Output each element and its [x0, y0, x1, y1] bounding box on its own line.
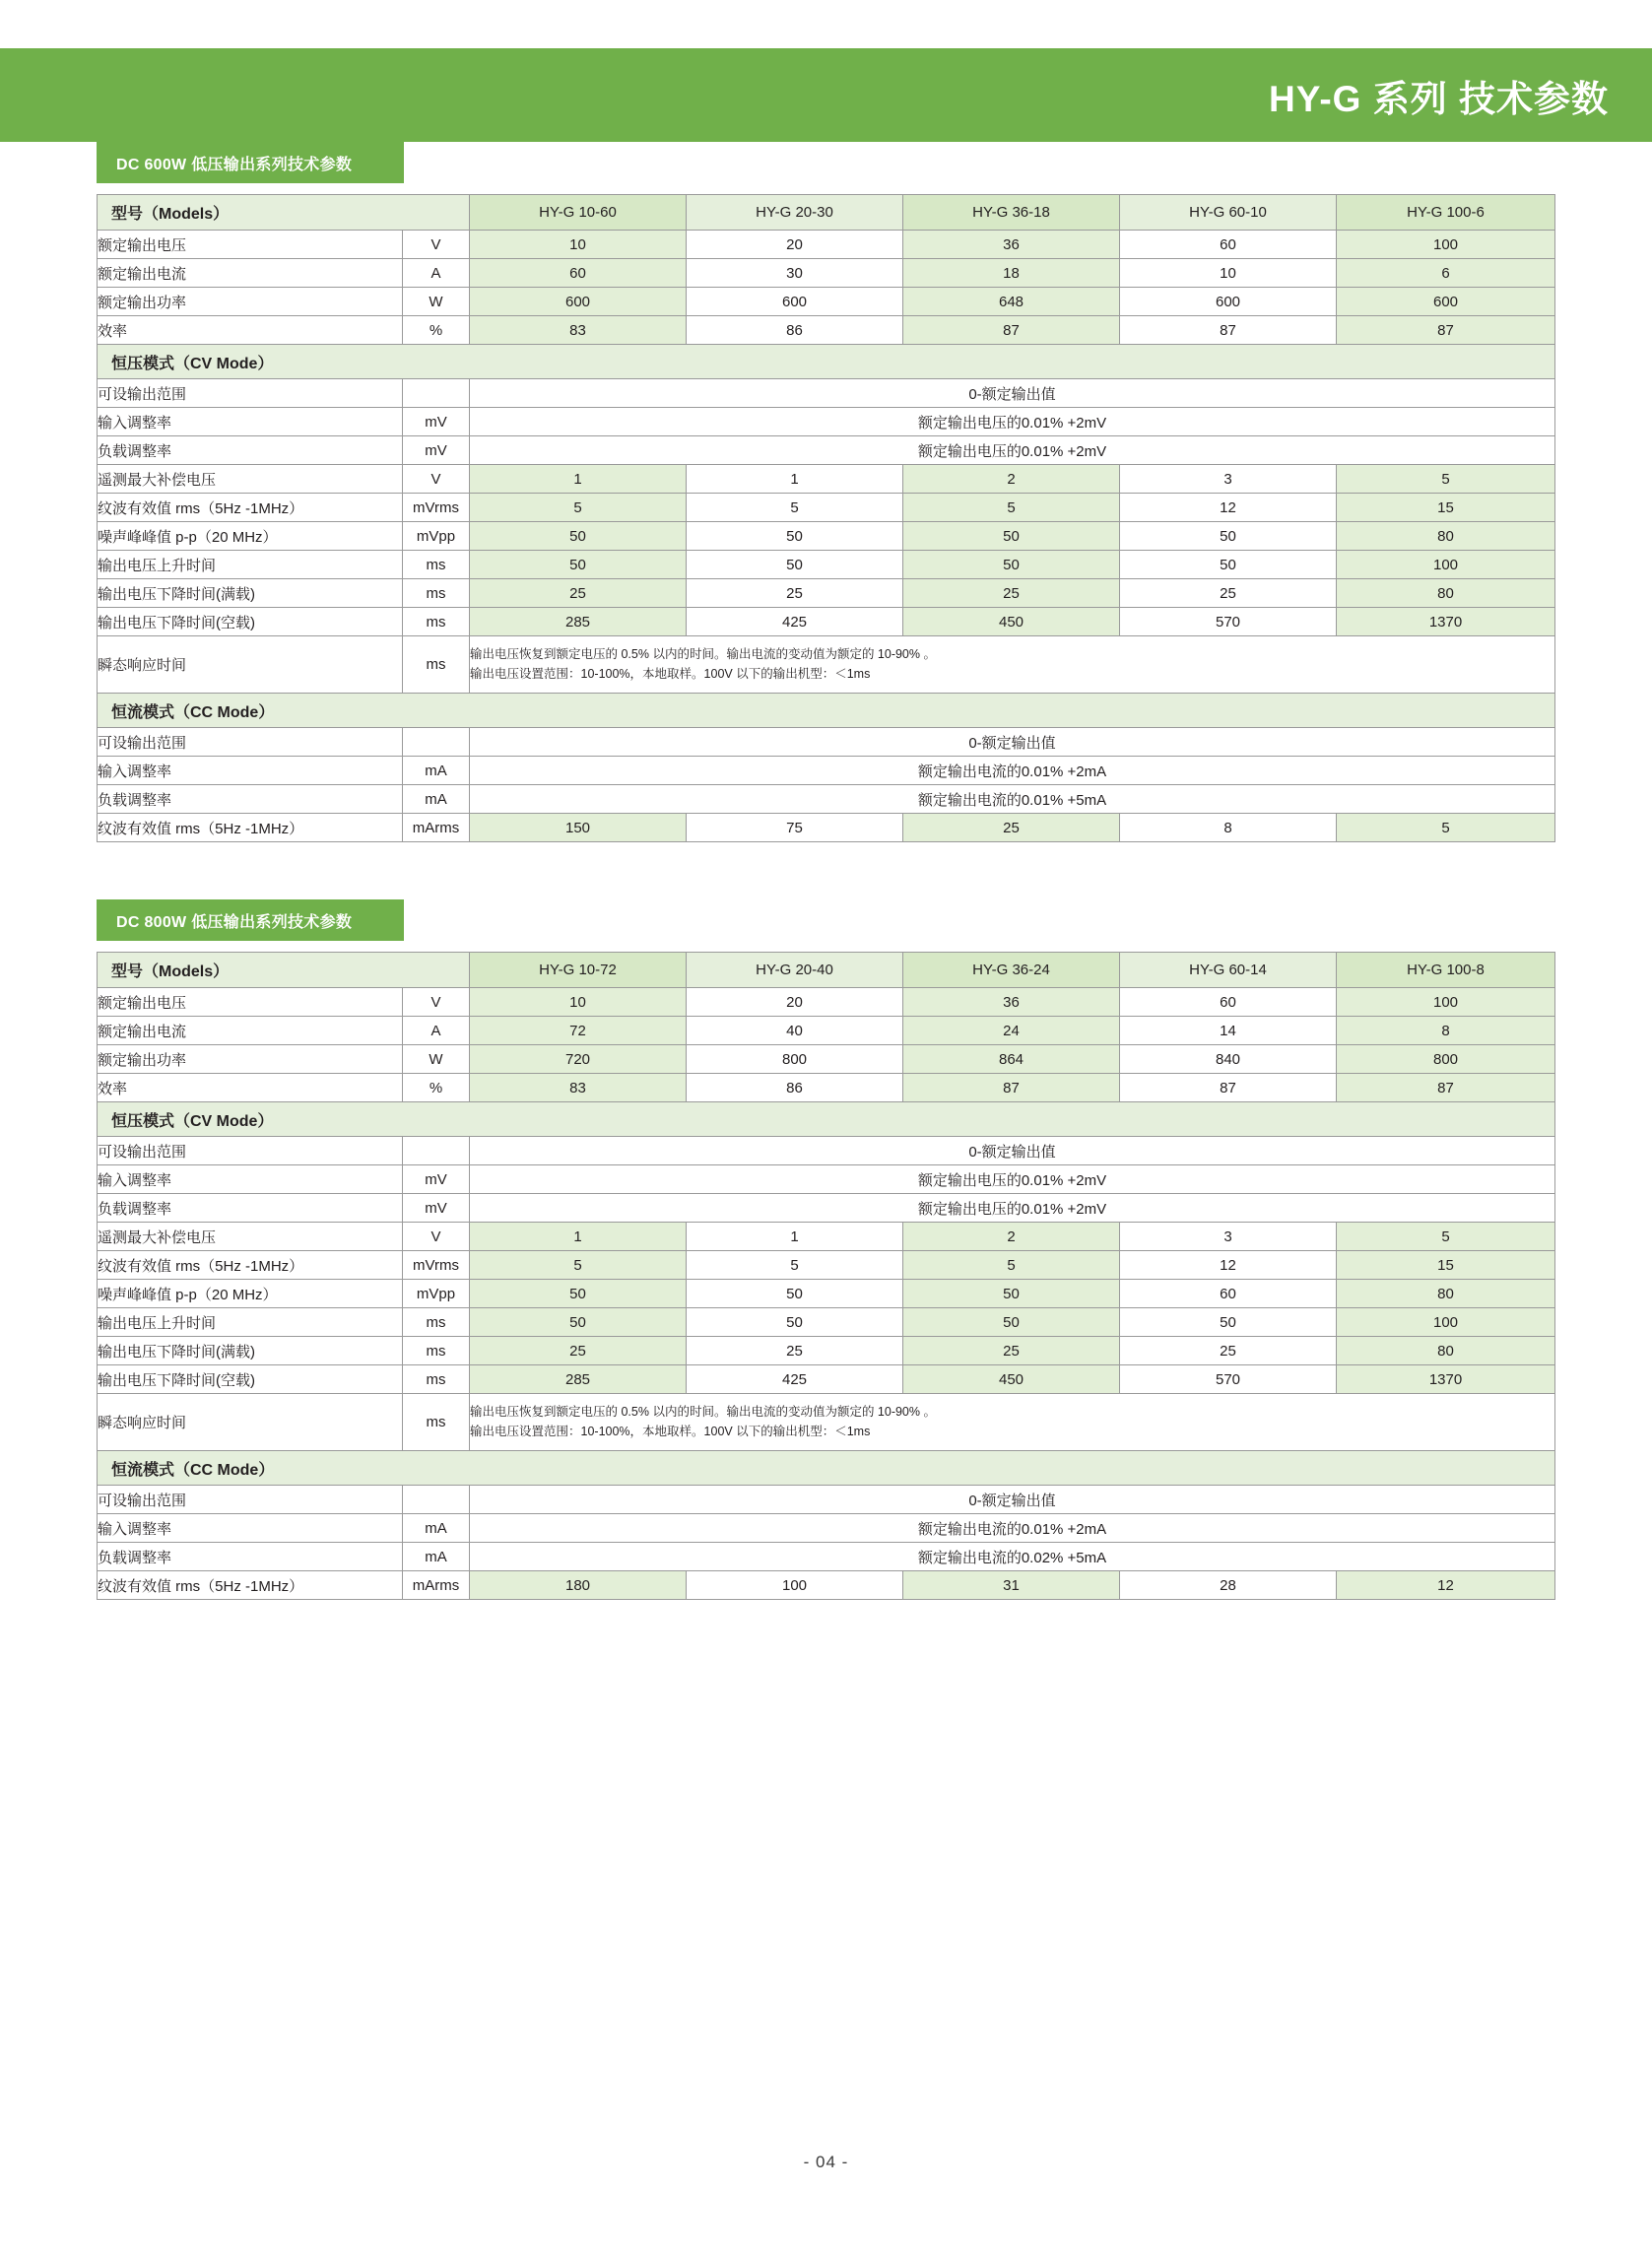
row-note — [470, 636, 1555, 694]
table-row — [98, 1280, 1555, 1308]
table-row — [98, 1394, 1555, 1451]
table-row — [98, 1074, 1555, 1102]
row-value: 5 — [687, 494, 903, 522]
row-value: 83 — [470, 316, 687, 345]
row-value: 648 — [903, 288, 1120, 316]
row-label: 负载调整率 — [98, 436, 403, 465]
row-value: 80 — [1337, 522, 1555, 551]
row-value: 25 — [687, 1337, 903, 1365]
row-value: 25 — [1120, 579, 1337, 608]
row-value: 285 — [470, 608, 687, 636]
row-label: 输入调整率 — [98, 408, 403, 436]
row-value: 87 — [1120, 1074, 1337, 1102]
row-value: 425 — [687, 608, 903, 636]
row-label: 负载调整率 — [98, 1194, 403, 1223]
row-label: 纹波有效值 rms（5Hz -1MHz） — [98, 814, 403, 842]
row-value: 12 — [1120, 1251, 1337, 1280]
row-label: 负载调整率 — [98, 1543, 403, 1571]
row-value: 2 — [903, 1223, 1120, 1251]
table-row — [98, 814, 1555, 842]
row-value: 25 — [903, 1337, 1120, 1365]
row-value: 8 — [1337, 1017, 1555, 1045]
row-label: 输出电压下降时间(满载) — [98, 1337, 403, 1365]
row-unit: ms — [403, 1308, 470, 1337]
models-header-cell: 型号（Models） — [98, 195, 470, 231]
table-row — [98, 1365, 1555, 1394]
row-value: 87 — [1120, 316, 1337, 345]
row-value: 1 — [470, 1223, 687, 1251]
row-value: 100 — [1337, 231, 1555, 259]
model-header-cell: HY-G 100-8 — [1337, 953, 1555, 988]
row-label: 额定输出功率 — [98, 288, 403, 316]
row-value: 600 — [687, 288, 903, 316]
row-value: 36 — [903, 988, 1120, 1017]
row-label: 额定输出电流 — [98, 1017, 403, 1045]
row-value: 40 — [687, 1017, 903, 1045]
page-title: HY-G 系列 技术参数 — [1268, 78, 1609, 119]
row-value: 50 — [903, 1308, 1120, 1337]
row-label: 额定输出功率 — [98, 1045, 403, 1074]
table-row — [98, 1165, 1555, 1194]
row-value: 60 — [470, 259, 687, 288]
models-header-cell: 型号（Models） — [98, 953, 470, 988]
table-row — [98, 636, 1555, 694]
row-value: 50 — [903, 551, 1120, 579]
row-label: 输出电压下降时间(空载) — [98, 1365, 403, 1394]
row-label: 纹波有效值 rms（5Hz -1MHz） — [98, 494, 403, 522]
row-value: 2 — [903, 465, 1120, 494]
row-unit: mArms — [403, 814, 470, 842]
row-unit: V — [403, 988, 470, 1017]
row-unit: ms — [403, 579, 470, 608]
page-number: - 04 - — [803, 2153, 849, 2171]
row-value: 25 — [903, 814, 1120, 842]
row-unit: ms — [403, 551, 470, 579]
row-value: 14 — [1120, 1017, 1337, 1045]
note-line: 输出电压设置范围：10-100%，本地取样。100V 以下的输出机型：＜1ms — [470, 666, 871, 681]
row-value: 180 — [470, 1571, 687, 1600]
row-note — [470, 1394, 1555, 1451]
table-row — [98, 231, 1555, 259]
row-value: 50 — [470, 1280, 687, 1308]
row-label: 纹波有效值 rms（5Hz -1MHz） — [98, 1251, 403, 1280]
row-value: 25 — [687, 579, 903, 608]
row-label: 瞬态响应时间 — [98, 636, 403, 694]
model-header-cell: HY-G 10-60 — [470, 195, 687, 231]
mode-section-row — [98, 694, 1555, 728]
table-row — [98, 757, 1555, 785]
row-value: 3 — [1120, 465, 1337, 494]
row-label: 可设输出范围 — [98, 728, 403, 757]
row-value: 24 — [903, 1017, 1120, 1045]
model-header-cell: HY-G 60-10 — [1120, 195, 1337, 231]
row-unit: ms — [403, 1337, 470, 1365]
note-line: 输出电压恢复到额定电压的 0.5% 以内的时间。输出电流的变动值为额定的 10-90% 。 — [470, 1405, 936, 1420]
row-value: 50 — [1120, 522, 1337, 551]
model-header-cell: HY-G 60-14 — [1120, 953, 1337, 988]
row-value: 450 — [903, 608, 1120, 636]
row-unit: W — [403, 1045, 470, 1074]
row-unit: mV — [403, 436, 470, 465]
row-value: 25 — [1120, 1337, 1337, 1365]
row-value: 83 — [470, 1074, 687, 1102]
model-header-cell: HY-G 100-6 — [1337, 195, 1555, 231]
row-merged-value: 额定输出电压的0.01% +2mV — [470, 1194, 1555, 1223]
row-value: 425 — [687, 1365, 903, 1394]
row-value: 25 — [470, 579, 687, 608]
row-label: 输出电压上升时间 — [98, 551, 403, 579]
model-header-cell: HY-G 10-72 — [470, 953, 687, 988]
row-unit: mVpp — [403, 1280, 470, 1308]
row-value: 5 — [1337, 1223, 1555, 1251]
table-header-row — [98, 953, 1555, 988]
row-unit: ms — [403, 1365, 470, 1394]
row-merged-value: 额定输出电流的0.02% +5mA — [470, 1543, 1555, 1571]
row-value: 5 — [903, 494, 1120, 522]
row-value: 18 — [903, 259, 1120, 288]
section-title-chip: DC 600W 低压输出系列技术参数 — [97, 142, 404, 183]
note-line: 输出电压设置范围：10-100%，本地取样。100V 以下的输出机型：＜1ms — [470, 1424, 871, 1438]
table-spacer — [0, 842, 1652, 899]
table-row — [98, 259, 1555, 288]
row-value: 80 — [1337, 1337, 1555, 1365]
row-label: 可设输出范围 — [98, 1137, 403, 1165]
row-merged-value: 额定输出电流的0.01% +2mA — [470, 1514, 1555, 1543]
row-value: 10 — [470, 231, 687, 259]
table-header-row — [98, 195, 1555, 231]
spec-table — [97, 952, 1555, 1600]
row-value: 1370 — [1337, 1365, 1555, 1394]
spec-table — [97, 194, 1555, 842]
row-value: 10 — [1120, 259, 1337, 288]
row-value: 570 — [1120, 1365, 1337, 1394]
table-row — [98, 494, 1555, 522]
model-header-cell: HY-G 20-30 — [687, 195, 903, 231]
row-unit: mV — [403, 408, 470, 436]
row-value: 50 — [1120, 1308, 1337, 1337]
row-value: 50 — [903, 1280, 1120, 1308]
row-value: 5 — [1337, 465, 1555, 494]
table-row — [98, 436, 1555, 465]
table-row — [98, 551, 1555, 579]
row-label: 可设输出范围 — [98, 1486, 403, 1514]
row-value: 36 — [903, 231, 1120, 259]
row-value: 5 — [470, 1251, 687, 1280]
row-label: 额定输出电压 — [98, 231, 403, 259]
mode-section-row — [98, 345, 1555, 379]
table-row — [98, 728, 1555, 757]
model-header-cell: HY-G 36-24 — [903, 953, 1120, 988]
row-label: 负载调整率 — [98, 785, 403, 814]
row-value: 150 — [470, 814, 687, 842]
row-label: 遥测最大补偿电压 — [98, 465, 403, 494]
row-unit: % — [403, 316, 470, 345]
table-row — [98, 1337, 1555, 1365]
table-row — [98, 608, 1555, 636]
row-merged-value: 0-额定输出值 — [470, 1486, 1555, 1514]
row-value: 10 — [470, 988, 687, 1017]
row-unit: A — [403, 1017, 470, 1045]
row-value: 5 — [903, 1251, 1120, 1280]
row-value: 50 — [687, 551, 903, 579]
row-value: 6 — [1337, 259, 1555, 288]
row-value: 87 — [903, 316, 1120, 345]
row-unit: V — [403, 231, 470, 259]
table-row — [98, 1137, 1555, 1165]
row-label: 输入调整率 — [98, 757, 403, 785]
row-label: 噪声峰峰值 p-p（20 MHz） — [98, 1280, 403, 1308]
row-label: 额定输出电压 — [98, 988, 403, 1017]
page-body — [0, 142, 1652, 1600]
table-row — [98, 1571, 1555, 1600]
row-unit: mV — [403, 1165, 470, 1194]
row-unit: ms — [403, 1394, 470, 1451]
row-value: 1 — [687, 465, 903, 494]
row-value: 5 — [687, 1251, 903, 1280]
row-value: 25 — [470, 1337, 687, 1365]
row-unit: mV — [403, 1194, 470, 1223]
row-value: 285 — [470, 1365, 687, 1394]
row-unit: mArms — [403, 1571, 470, 1600]
row-label: 输入调整率 — [98, 1165, 403, 1194]
row-value: 72 — [470, 1017, 687, 1045]
row-value: 80 — [1337, 579, 1555, 608]
row-unit: A — [403, 259, 470, 288]
row-value: 31 — [903, 1571, 1120, 1600]
row-value: 100 — [1337, 1308, 1555, 1337]
row-value: 100 — [1337, 551, 1555, 579]
row-value: 1 — [470, 465, 687, 494]
row-value: 28 — [1120, 1571, 1337, 1600]
row-unit — [403, 728, 470, 757]
row-unit: mA — [403, 1543, 470, 1571]
table-row — [98, 316, 1555, 345]
row-value: 50 — [470, 1308, 687, 1337]
row-value: 570 — [1120, 608, 1337, 636]
mode-section-row — [98, 1102, 1555, 1137]
row-label: 输入调整率 — [98, 1514, 403, 1543]
row-value: 30 — [687, 259, 903, 288]
row-unit: mA — [403, 785, 470, 814]
table-row — [98, 1251, 1555, 1280]
mode-section-row — [98, 1451, 1555, 1486]
row-merged-value: 额定输出电压的0.01% +2mV — [470, 436, 1555, 465]
table-row — [98, 379, 1555, 408]
row-merged-value: 0-额定输出值 — [470, 728, 1555, 757]
row-value: 20 — [687, 988, 903, 1017]
row-value: 800 — [1337, 1045, 1555, 1074]
row-unit: mVrms — [403, 494, 470, 522]
row-value: 50 — [687, 522, 903, 551]
table-row — [98, 1543, 1555, 1571]
row-value: 86 — [687, 1074, 903, 1102]
row-value: 600 — [1120, 288, 1337, 316]
row-label: 纹波有效值 rms（5Hz -1MHz） — [98, 1571, 403, 1600]
row-unit — [403, 379, 470, 408]
table-row — [98, 1486, 1555, 1514]
row-value: 15 — [1337, 494, 1555, 522]
row-value: 100 — [687, 1571, 903, 1600]
row-value: 1 — [687, 1223, 903, 1251]
row-unit: mVpp — [403, 522, 470, 551]
mode-section-label: 恒流模式（CC Mode） — [98, 1451, 1555, 1486]
row-value: 600 — [470, 288, 687, 316]
row-unit: ms — [403, 636, 470, 694]
row-unit: mA — [403, 757, 470, 785]
row-value: 12 — [1120, 494, 1337, 522]
row-label: 瞬态响应时间 — [98, 1394, 403, 1451]
row-value: 12 — [1337, 1571, 1555, 1600]
row-label: 效率 — [98, 316, 403, 345]
row-merged-value: 额定输出电流的0.01% +5mA — [470, 785, 1555, 814]
table-row — [98, 785, 1555, 814]
table-row — [98, 1514, 1555, 1543]
row-value: 5 — [470, 494, 687, 522]
row-value: 800 — [687, 1045, 903, 1074]
row-value: 60 — [1120, 1280, 1337, 1308]
row-value: 15 — [1337, 1251, 1555, 1280]
row-merged-value: 额定输出电压的0.01% +2mV — [470, 1165, 1555, 1194]
row-value: 87 — [1337, 316, 1555, 345]
row-label: 遥测最大补偿电压 — [98, 1223, 403, 1251]
row-value: 600 — [1337, 288, 1555, 316]
row-value: 50 — [687, 1308, 903, 1337]
row-merged-value: 0-额定输出值 — [470, 379, 1555, 408]
row-unit — [403, 1486, 470, 1514]
row-unit: % — [403, 1074, 470, 1102]
row-value: 25 — [903, 579, 1120, 608]
row-unit: V — [403, 1223, 470, 1251]
row-value: 50 — [903, 522, 1120, 551]
row-value: 60 — [1120, 988, 1337, 1017]
row-unit: ms — [403, 608, 470, 636]
table-row — [98, 1017, 1555, 1045]
row-value: 864 — [903, 1045, 1120, 1074]
row-value: 840 — [1120, 1045, 1337, 1074]
row-value: 75 — [687, 814, 903, 842]
row-value: 8 — [1120, 814, 1337, 842]
table-row — [98, 465, 1555, 494]
row-unit — [403, 1137, 470, 1165]
row-value: 5 — [1337, 814, 1555, 842]
row-value: 87 — [903, 1074, 1120, 1102]
table-row — [98, 408, 1555, 436]
row-value: 720 — [470, 1045, 687, 1074]
model-header-cell: HY-G 20-40 — [687, 953, 903, 988]
row-value: 100 — [1337, 988, 1555, 1017]
section-title-chip: DC 800W 低压输出系列技术参数 — [97, 899, 404, 941]
table-row — [98, 988, 1555, 1017]
row-unit: V — [403, 465, 470, 494]
row-merged-value: 额定输出电压的0.01% +2mV — [470, 408, 1555, 436]
row-label: 效率 — [98, 1074, 403, 1102]
row-merged-value: 0-额定输出值 — [470, 1137, 1555, 1165]
row-value: 80 — [1337, 1280, 1555, 1308]
row-label: 额定输出电流 — [98, 259, 403, 288]
row-value: 86 — [687, 316, 903, 345]
row-value: 20 — [687, 231, 903, 259]
row-value: 50 — [470, 522, 687, 551]
row-value: 50 — [687, 1280, 903, 1308]
row-value: 3 — [1120, 1223, 1337, 1251]
mode-section-label: 恒压模式（CV Mode） — [98, 1102, 1555, 1137]
row-label: 可设输出范围 — [98, 379, 403, 408]
row-unit: mA — [403, 1514, 470, 1543]
row-unit: mVrms — [403, 1251, 470, 1280]
row-unit: W — [403, 288, 470, 316]
table-row — [98, 579, 1555, 608]
page-header-band — [0, 48, 1652, 142]
model-header-cell: HY-G 36-18 — [903, 195, 1120, 231]
table-row — [98, 288, 1555, 316]
table-row — [98, 1223, 1555, 1251]
table-row — [98, 1308, 1555, 1337]
row-label: 输出电压上升时间 — [98, 1308, 403, 1337]
table-row — [98, 1194, 1555, 1223]
row-merged-value: 额定输出电流的0.01% +2mA — [470, 757, 1555, 785]
row-value: 50 — [470, 551, 687, 579]
table-row — [98, 522, 1555, 551]
mode-section-label: 恒流模式（CC Mode） — [98, 694, 1555, 728]
row-value: 60 — [1120, 231, 1337, 259]
row-label: 输出电压下降时间(满载) — [98, 579, 403, 608]
row-value: 450 — [903, 1365, 1120, 1394]
mode-section-label: 恒压模式（CV Mode） — [98, 345, 1555, 379]
row-label: 输出电压下降时间(空载) — [98, 608, 403, 636]
note-line: 输出电压恢复到额定电压的 0.5% 以内的时间。输出电流的变动值为额定的 10-90% 。 — [470, 647, 936, 662]
row-value: 87 — [1337, 1074, 1555, 1102]
table-row — [98, 1045, 1555, 1074]
row-label: 噪声峰峰值 p-p（20 MHz） — [98, 522, 403, 551]
row-value: 50 — [1120, 551, 1337, 579]
row-value: 1370 — [1337, 608, 1555, 636]
